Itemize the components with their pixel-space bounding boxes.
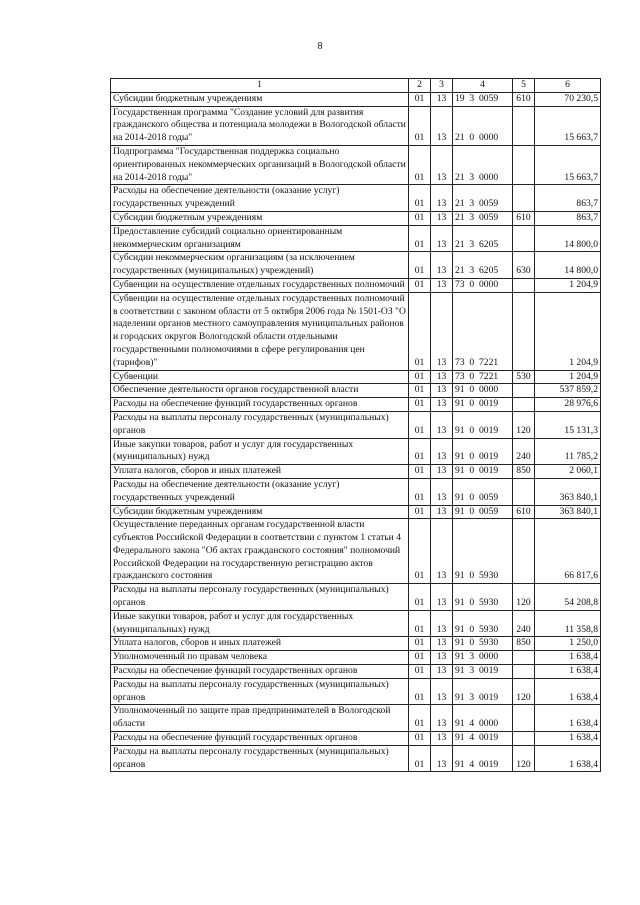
amount-cell: 66 817,6 xyxy=(535,519,601,584)
expense-type-cell xyxy=(513,292,535,370)
table-row xyxy=(111,398,601,412)
target-article-cell: 91 0 5930 xyxy=(453,584,513,611)
target-article-cell: 73 0 7221 xyxy=(453,370,513,384)
subsection-code-cell: 13 xyxy=(431,584,453,611)
table-row xyxy=(111,225,601,252)
expense-type-cell xyxy=(513,398,535,412)
table-row xyxy=(111,705,601,732)
section-code-cell: 01 xyxy=(409,278,431,292)
section-code-cell: 01 xyxy=(409,398,431,412)
table-row xyxy=(111,637,601,651)
section-code-cell: 01 xyxy=(409,185,431,212)
section-code-cell: 01 xyxy=(409,106,431,145)
amount-cell: 15 663,7 xyxy=(535,106,601,145)
header-cell: 2 xyxy=(409,79,431,93)
target-article-cell: 91 3 0000 xyxy=(453,651,513,665)
subsection-code-cell: 13 xyxy=(431,145,453,184)
amount-cell: 14 800,0 xyxy=(535,225,601,252)
subsection-code-cell: 13 xyxy=(431,185,453,212)
target-article-cell: 91 0 5930 xyxy=(453,519,513,584)
subsection-code-cell: 13 xyxy=(431,665,453,679)
row-name-cell: Субсидии бюджетным учреждениям xyxy=(111,92,409,106)
section-code-cell: 01 xyxy=(409,584,431,611)
amount-cell: 11 358,8 xyxy=(535,610,601,637)
table-row xyxy=(111,278,601,292)
table-row xyxy=(111,745,601,772)
page-number: 8 xyxy=(317,41,323,52)
row-name-cell: Уплата налогов, сборов и иных платежей xyxy=(111,637,409,651)
section-code-cell: 01 xyxy=(409,225,431,252)
target-article-cell: 91 0 0059 xyxy=(453,505,513,519)
subsection-code-cell: 13 xyxy=(431,384,453,398)
subsection-code-cell: 13 xyxy=(431,398,453,412)
row-name-cell: Субвенции на осуществление отдельных государственных полномочий xyxy=(111,278,409,292)
target-article-cell: 73 0 0000 xyxy=(453,278,513,292)
row-name-cell: Расходы на выплаты персоналу государственных (муниципальных) органов xyxy=(111,678,409,705)
table-row xyxy=(111,438,601,465)
target-article-cell: 91 4 0019 xyxy=(453,745,513,772)
section-code-cell: 01 xyxy=(409,478,431,505)
amount-cell: 1 638,4 xyxy=(535,705,601,732)
table-row xyxy=(111,665,601,679)
row-name-cell: Осуществление переданных органам государственной власти субъектов Российской Федерации в соответствии с пунктом 1 статьи 4 Федерального закона "Об актах гражданского состояния" полномочий Российской Федерации на государственную регистрацию актов гражданского состояния xyxy=(111,519,409,584)
table-row xyxy=(111,465,601,479)
subsection-code-cell: 13 xyxy=(431,678,453,705)
table-row xyxy=(111,211,601,225)
row-name-cell: Уплата налогов, сборов и иных платежей xyxy=(111,465,409,479)
section-code-cell: 01 xyxy=(409,411,431,438)
subsection-code-cell: 13 xyxy=(431,211,453,225)
expense-type-cell: 610 xyxy=(513,505,535,519)
amount-cell: 863,7 xyxy=(535,185,601,212)
subsection-code-cell: 13 xyxy=(431,705,453,732)
target-article-cell: 91 0 5930 xyxy=(453,637,513,651)
table-row xyxy=(111,505,601,519)
section-code-cell: 01 xyxy=(409,465,431,479)
subsection-code-cell: 13 xyxy=(431,370,453,384)
amount-cell: 363 840,1 xyxy=(535,505,601,519)
table-row xyxy=(111,519,601,584)
section-code-cell: 01 xyxy=(409,665,431,679)
section-code-cell: 01 xyxy=(409,732,431,746)
row-name-cell: Расходы на выплаты персоналу государственных (муниципальных) органов xyxy=(111,745,409,772)
subsection-code-cell: 13 xyxy=(431,106,453,145)
subsection-code-cell: 13 xyxy=(431,465,453,479)
section-code-cell: 01 xyxy=(409,384,431,398)
header-cell: 4 xyxy=(453,79,513,93)
amount-cell: 70 230,5 xyxy=(535,92,601,106)
expense-type-cell xyxy=(513,705,535,732)
target-article-cell: 91 0 0019 xyxy=(453,438,513,465)
section-code-cell: 01 xyxy=(409,519,431,584)
expense-type-cell: 120 xyxy=(513,745,535,772)
amount-cell: 1 250,0 xyxy=(535,637,601,651)
target-article-cell: 19 3 0059 xyxy=(453,92,513,106)
amount-cell: 15 663,7 xyxy=(535,145,601,184)
expense-type-cell: 120 xyxy=(513,411,535,438)
section-code-cell: 01 xyxy=(409,252,431,279)
subsection-code-cell: 13 xyxy=(431,519,453,584)
row-name-cell: Субсидии некоммерческим организациям (за исключением государственных (муниципальных) учреждений) xyxy=(111,252,409,279)
table-row xyxy=(111,185,601,212)
amount-cell: 15 131,3 xyxy=(535,411,601,438)
table-row xyxy=(111,411,601,438)
amount-cell: 1 638,4 xyxy=(535,745,601,772)
section-code-cell: 01 xyxy=(409,705,431,732)
target-article-cell: 21 3 0059 xyxy=(453,185,513,212)
subsection-code-cell: 13 xyxy=(431,92,453,106)
subsection-code-cell: 13 xyxy=(431,732,453,746)
header-cell: 5 xyxy=(513,79,535,93)
expense-type-cell xyxy=(513,478,535,505)
subsection-code-cell: 13 xyxy=(431,505,453,519)
table-row xyxy=(111,651,601,665)
row-name-cell: Расходы на обеспечение функций государственных органов xyxy=(111,398,409,412)
expense-type-cell xyxy=(513,185,535,212)
target-article-cell: 73 0 7221 xyxy=(453,292,513,370)
expense-type-cell xyxy=(513,278,535,292)
table-row xyxy=(111,292,601,370)
target-article-cell: 21 3 6205 xyxy=(453,252,513,279)
amount-cell: 863,7 xyxy=(535,211,601,225)
amount-cell: 1 638,4 xyxy=(535,651,601,665)
target-article-cell: 21 3 0000 xyxy=(453,145,513,184)
table-row xyxy=(111,384,601,398)
table-row xyxy=(111,610,601,637)
target-article-cell: 21 0 0000 xyxy=(453,106,513,145)
amount-cell: 363 840,1 xyxy=(535,478,601,505)
target-article-cell: 91 0 0019 xyxy=(453,465,513,479)
header-cell: 6 xyxy=(535,79,601,93)
row-name-cell: Субсидии бюджетным учреждениям xyxy=(111,211,409,225)
target-article-cell: 91 0 0000 xyxy=(453,384,513,398)
section-code-cell: 01 xyxy=(409,678,431,705)
subsection-code-cell: 13 xyxy=(431,651,453,665)
subsection-code-cell: 13 xyxy=(431,225,453,252)
subsection-code-cell: 13 xyxy=(431,278,453,292)
target-article-cell: 91 3 0019 xyxy=(453,678,513,705)
target-article-cell: 91 0 0059 xyxy=(453,478,513,505)
target-article-cell: 21 3 6205 xyxy=(453,225,513,252)
table-row xyxy=(111,106,601,145)
row-name-cell: Обеспечение деятельности органов государственной власти xyxy=(111,384,409,398)
subsection-code-cell: 13 xyxy=(431,478,453,505)
subsection-code-cell: 13 xyxy=(431,292,453,370)
expense-type-cell: 240 xyxy=(513,438,535,465)
table-row xyxy=(111,92,601,106)
expense-type-cell: 120 xyxy=(513,584,535,611)
section-code-cell: 01 xyxy=(409,292,431,370)
table-row xyxy=(111,678,601,705)
target-article-cell: 91 4 0000 xyxy=(453,705,513,732)
table-body xyxy=(111,79,601,772)
amount-cell: 54 208,8 xyxy=(535,584,601,611)
section-code-cell: 01 xyxy=(409,92,431,106)
subsection-code-cell: 13 xyxy=(431,252,453,279)
header-cell: 3 xyxy=(431,79,453,93)
expense-type-cell xyxy=(513,384,535,398)
subsection-code-cell: 13 xyxy=(431,745,453,772)
row-name-cell: Уполномоченный по защите прав предпринимателей в Вологодской области xyxy=(111,705,409,732)
row-name-cell: Расходы на выплаты персоналу государственных (муниципальных) органов xyxy=(111,411,409,438)
expense-type-cell xyxy=(513,732,535,746)
subsection-code-cell: 13 xyxy=(431,637,453,651)
target-article-cell: 91 0 0019 xyxy=(453,411,513,438)
row-name-cell: Расходы на обеспечение функций государственных органов xyxy=(111,732,409,746)
expense-type-cell: 530 xyxy=(513,370,535,384)
row-name-cell: Субвенции на осуществление отдельных государственных полномочий в соответствии с законом области от 5 октября 2006 года № 1501-ОЗ "О наделении органов местного самоуправления муниципальных районов и городских округов Вологодской области отдельными государственными полномочиями в сфере регулирования цен (тарифов)" xyxy=(111,292,409,370)
expense-type-cell xyxy=(513,519,535,584)
row-name-cell: Расходы на обеспечение деятельности (оказание услуг) государственных учреждений xyxy=(111,478,409,505)
amount-cell: 1 204,9 xyxy=(535,278,601,292)
section-code-cell: 01 xyxy=(409,438,431,465)
subsection-code-cell: 13 xyxy=(431,411,453,438)
subsection-code-cell: 13 xyxy=(431,438,453,465)
table-row xyxy=(111,732,601,746)
expense-type-cell xyxy=(513,106,535,145)
table-row xyxy=(111,145,601,184)
amount-cell: 1 638,4 xyxy=(535,732,601,746)
row-name-cell: Подпрограмма "Государственная поддержка социально ориентированных некоммерческих организаций в Вологодской области на 2014-2018 годы" xyxy=(111,145,409,184)
amount-cell: 1 638,4 xyxy=(535,678,601,705)
expense-type-cell: 850 xyxy=(513,637,535,651)
amount-cell: 14 800,0 xyxy=(535,252,601,279)
table-header-row xyxy=(111,79,601,93)
row-name-cell: Расходы на обеспечение деятельности (оказание услуг) государственных учреждений xyxy=(111,185,409,212)
section-code-cell: 01 xyxy=(409,505,431,519)
row-name-cell: Субсидии бюджетным учреждениям xyxy=(111,505,409,519)
amount-cell: 2 060,1 xyxy=(535,465,601,479)
amount-cell: 1 638,4 xyxy=(535,665,601,679)
row-name-cell: Субвенции xyxy=(111,370,409,384)
section-code-cell: 01 xyxy=(409,370,431,384)
expense-type-cell xyxy=(513,651,535,665)
expense-type-cell xyxy=(513,225,535,252)
row-name-cell: Расходы на выплаты персоналу государственных (муниципальных) органов xyxy=(111,584,409,611)
table-row xyxy=(111,478,601,505)
expense-type-cell: 240 xyxy=(513,610,535,637)
row-name-cell: Иные закупки товаров, работ и услуг для государственных (муниципальных) нужд xyxy=(111,438,409,465)
expense-type-cell xyxy=(513,145,535,184)
section-code-cell: 01 xyxy=(409,211,431,225)
row-name-cell: Иные закупки товаров, работ и услуг для государственных (муниципальных) нужд xyxy=(111,610,409,637)
budget-table xyxy=(110,78,601,772)
amount-cell: 1 204,9 xyxy=(535,370,601,384)
expense-type-cell: 850 xyxy=(513,465,535,479)
row-name-cell: Государственная программа "Создание условий для развития гражданского общества и потенциала молодежи в Вологодской области на 2014-2018 годы" xyxy=(111,106,409,145)
table-row xyxy=(111,370,601,384)
expense-type-cell: 610 xyxy=(513,92,535,106)
header-cell: 1 xyxy=(111,79,409,93)
amount-cell: 537 859,2 xyxy=(535,384,601,398)
target-article-cell: 91 3 0019 xyxy=(453,665,513,679)
subsection-code-cell: 13 xyxy=(431,610,453,637)
section-code-cell: 01 xyxy=(409,745,431,772)
amount-cell: 1 204,9 xyxy=(535,292,601,370)
section-code-cell: 01 xyxy=(409,610,431,637)
section-code-cell: 01 xyxy=(409,651,431,665)
table-row xyxy=(111,584,601,611)
expense-type-cell: 630 xyxy=(513,252,535,279)
target-article-cell: 91 4 0019 xyxy=(453,732,513,746)
row-name-cell: Предоставление субсидий социально ориентированным некоммерческим организациям xyxy=(111,225,409,252)
amount-cell: 28 976,6 xyxy=(535,398,601,412)
table-row xyxy=(111,252,601,279)
row-name-cell: Расходы на обеспечение функций государственных органов xyxy=(111,665,409,679)
target-article-cell: 91 0 5930 xyxy=(453,610,513,637)
section-code-cell: 01 xyxy=(409,637,431,651)
target-article-cell: 21 3 0059 xyxy=(453,211,513,225)
expense-type-cell: 610 xyxy=(513,211,535,225)
row-name-cell: Уполномоченный по правам человека xyxy=(111,651,409,665)
section-code-cell: 01 xyxy=(409,145,431,184)
target-article-cell: 91 0 0019 xyxy=(453,398,513,412)
expense-type-cell xyxy=(513,665,535,679)
expense-type-cell: 120 xyxy=(513,678,535,705)
amount-cell: 11 785,2 xyxy=(535,438,601,465)
